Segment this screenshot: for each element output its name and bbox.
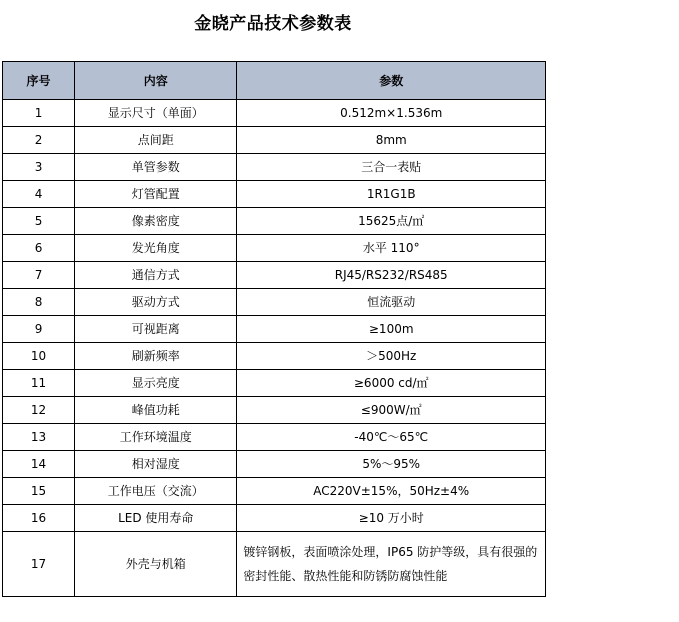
table-row <box>3 343 546 370</box>
row-number: 5 <box>3 208 75 235</box>
row-number: 12 <box>3 397 75 424</box>
row-item: 相对湿度 <box>75 451 237 478</box>
table-row <box>3 100 546 127</box>
row-number: 1 <box>3 100 75 127</box>
table-row <box>3 505 546 532</box>
row-item: 工作环境温度 <box>75 424 237 451</box>
page-title: 金晓产品技术参数表 <box>194 14 352 34</box>
row-item: 峰值功耗 <box>75 397 237 424</box>
row-value: ＞500Hz <box>237 343 546 370</box>
row-item: 像素密度 <box>75 208 237 235</box>
row-value: 8mm <box>237 127 546 154</box>
table-row <box>3 478 546 505</box>
table-row <box>3 235 546 262</box>
row-value: ≥100m <box>237 316 546 343</box>
row-item: 可视距离 <box>75 316 237 343</box>
table-row <box>3 532 546 597</box>
row-item: 显示尺寸（单面） <box>75 100 237 127</box>
row-number: 17 <box>3 532 75 597</box>
row-item: 通信方式 <box>75 262 237 289</box>
header-item: 内容 <box>75 62 237 100</box>
table-row <box>3 451 546 478</box>
header-no: 序号 <box>3 62 75 100</box>
row-number: 9 <box>3 316 75 343</box>
table-row <box>3 154 546 181</box>
table-row <box>3 370 546 397</box>
table-row <box>3 397 546 424</box>
row-item: 刷新频率 <box>75 343 237 370</box>
row-number: 16 <box>3 505 75 532</box>
row-number: 8 <box>3 289 75 316</box>
row-item: 发光角度 <box>75 235 237 262</box>
table-row <box>3 289 546 316</box>
row-value: AC220V±15%，50Hz±4% <box>237 478 546 505</box>
row-item: 灯管配置 <box>75 181 237 208</box>
row-number: 13 <box>3 424 75 451</box>
row-value: 水平 110° <box>237 235 546 262</box>
row-value: 三合一表贴 <box>237 154 546 181</box>
row-number: 14 <box>3 451 75 478</box>
row-value: 1R1G1B <box>237 181 546 208</box>
row-item: 外壳与机箱 <box>75 532 237 597</box>
row-value: 0.512m×1.536m <box>237 100 546 127</box>
row-value: ≤900W/㎡ <box>237 397 546 424</box>
row-value: RJ45/RS232/RS485 <box>237 262 546 289</box>
table-header-row <box>3 62 546 100</box>
row-number: 4 <box>3 181 75 208</box>
row-value: 恒流驱动 <box>237 289 546 316</box>
row-item: 显示亮度 <box>75 370 237 397</box>
row-number: 7 <box>3 262 75 289</box>
row-item: 点间距 <box>75 127 237 154</box>
table-row <box>3 316 546 343</box>
row-number: 11 <box>3 370 75 397</box>
row-number: 3 <box>3 154 75 181</box>
row-value: -40℃～65℃ <box>237 424 546 451</box>
table-row <box>3 262 546 289</box>
row-item: 单管参数 <box>75 154 237 181</box>
row-number: 10 <box>3 343 75 370</box>
row-value: ≥6000 cd/㎡ <box>237 370 546 397</box>
row-value: 15625点/㎡ <box>237 208 546 235</box>
row-item: 工作电压（交流） <box>75 478 237 505</box>
row-value: 5%～95% <box>237 451 546 478</box>
row-number: 15 <box>3 478 75 505</box>
row-number: 6 <box>3 235 75 262</box>
table-row <box>3 181 546 208</box>
row-number: 2 <box>3 127 75 154</box>
table-row <box>3 424 546 451</box>
row-value: ≥10 万小时 <box>237 505 546 532</box>
row-item: LED 使用寿命 <box>75 505 237 532</box>
table-row <box>3 208 546 235</box>
row-item: 驱动方式 <box>75 289 237 316</box>
row-value: 镀锌钢板，表面喷涂处理，IP65 防护等级，具有很强的密封性能、散热性能和防锈防腐蚀性能 <box>237 532 546 597</box>
table-row <box>3 127 546 154</box>
spec-table <box>2 61 546 597</box>
header-value: 参数 <box>237 62 546 100</box>
